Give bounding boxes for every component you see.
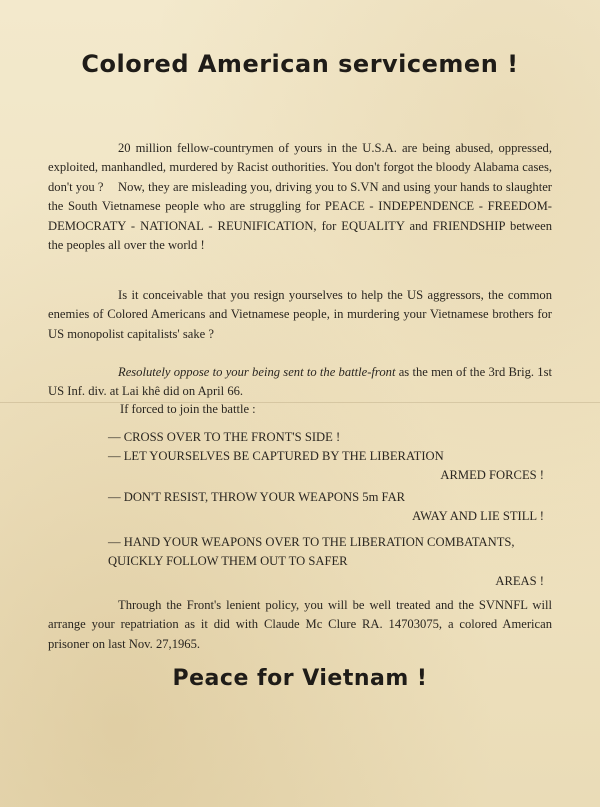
paragraph-lenient-policy-text: Through the Front's lenient policy, you will be well treated and the SVNNFL will arrange your repatriation as it did with Claude Mc Clure RA. 14703075, a colored American prisoner on last Nov. 27,1965. — [48, 598, 552, 651]
paragraph-abuse-text: 20 million fellow-countrymen of yours in the U.S.A. are being abused, oppressed, exploited, manhandled, murdered by Racist outhorities. You don't forgot the bloody Alabama cases, don't you ? — [48, 141, 552, 194]
paragraph-misleading-text: Now, they are misleading you, driving you to S.VN and using your hands to slaughter the South Vietnamese people who are struggling for PEACE - INDEPENDENCE - FREEDOM-DEMOCRATY - NATIONAL - REUNIFICATION, for EQUALITY and FRIENDSHIP between the peoples all over the world ! — [48, 180, 552, 253]
instruction-text: — DON'T RESIST, THROW YOUR WEAPONS 5m FAR — [108, 490, 406, 504]
instruction-text: — LET YOURSELVES BE CAPTURED BY THE LIBERATION — [108, 449, 444, 463]
instruction-tail: AWAY AND LIE STILL ! — [412, 509, 544, 524]
instruction-text: — CROSS OVER TO THE FRONT'S SIDE ! — [108, 430, 341, 444]
closing-slogan: Peace for Vietnam ! — [172, 666, 428, 691]
instruction-tail: ARMED FORCES ! — [440, 468, 544, 483]
instruction-item — [108, 488, 544, 527]
paragraph-oppose — [48, 363, 552, 402]
page-title: Colored American servicemen ! — [81, 50, 519, 78]
paragraph-lenient-policy — [48, 596, 552, 654]
paragraph-misleading — [48, 178, 552, 256]
instruction-item — [108, 533, 544, 591]
instruction-item — [108, 428, 544, 447]
paragraph-if-forced: If forced to join the battle : — [120, 402, 256, 416]
paragraph-oppose-rest: as the men of the 3rd Brig. 1st US Inf. div. at Lai khê did on April 66. — [48, 365, 553, 399]
instruction-text: — HAND YOUR WEAPONS OVER TO THE LIBERATION COMBATANTS, QUICKLY FOLLOW THEM OUT TO SAFER — [108, 535, 515, 569]
paragraph-question — [48, 286, 552, 344]
instruction-tail: AREAS ! — [495, 573, 544, 588]
paragraph-oppose-italic: Resolutely oppose to your being sent to the battle-front — [118, 365, 396, 379]
instruction-item — [108, 447, 544, 486]
paragraph-question-text: Is it conceivable that you resign yourselves to help the US aggressors, the common enemies of Colored Americans and Vietnamese people, in murdering your Vietnamese brothers for US monopolist capitalists' sake ? — [48, 288, 552, 341]
